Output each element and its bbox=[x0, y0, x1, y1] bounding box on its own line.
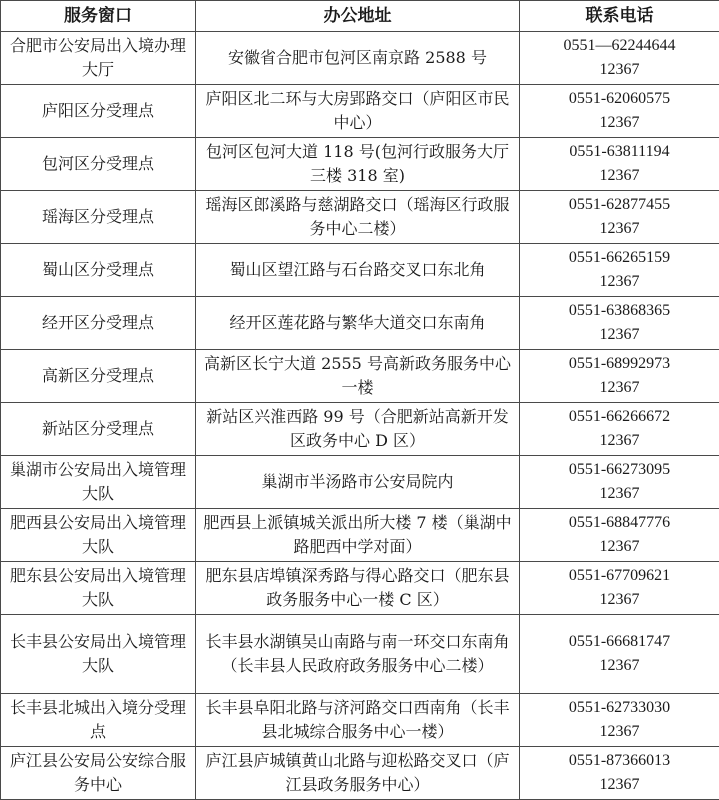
phone-number: 0551-68847776 bbox=[569, 514, 670, 531]
table-row bbox=[1, 138, 719, 191]
phone-number: 0551-66265159 bbox=[569, 249, 670, 266]
phone-cell bbox=[520, 138, 719, 191]
address-cell: 长丰县水湖镇吴山南路与南一环交口东南角（长丰县人民政府政务服务中心二楼） bbox=[196, 615, 520, 694]
phone-number: 0551-62733030 bbox=[569, 699, 670, 716]
phone-number: 0551-63811194 bbox=[569, 143, 669, 160]
table-row bbox=[1, 403, 719, 456]
address-cell: 肥东县店埠镇深秀路与得心路交口（肥东县政务服务中心一楼 C 区） bbox=[196, 562, 520, 615]
address-cell: 蜀山区望江路与石台路交叉口东北角 bbox=[196, 244, 520, 297]
hotline-number: 12367 bbox=[526, 720, 713, 744]
address-cell: 经开区莲花路与繁华大道交口东南角 bbox=[196, 297, 520, 350]
phone-number: 0551—62244644 bbox=[564, 37, 676, 54]
phone-cell bbox=[520, 350, 719, 403]
address-cell: 包河区包河大道 118 号(包河行政服务大厅三楼 318 室) bbox=[196, 138, 520, 191]
table-row bbox=[1, 562, 719, 615]
address-cell: 肥西县上派镇城关派出所大楼 7 楼（巢湖中路肥西中学对面） bbox=[196, 509, 520, 562]
service-window-cell: 瑶海区分受理点 bbox=[1, 191, 196, 244]
hotline-number: 12367 bbox=[526, 323, 713, 347]
hotline-number: 12367 bbox=[526, 111, 713, 135]
phone-cell bbox=[520, 747, 719, 800]
service-window-cell: 庐江县公安局公安综合服务中心 bbox=[1, 747, 196, 800]
table-row bbox=[1, 244, 719, 297]
phone-cell bbox=[520, 456, 719, 509]
address-cell: 新站区兴淮西路 99 号（合肥新站高新开发区政务中心 D 区） bbox=[196, 403, 520, 456]
phone-cell bbox=[520, 562, 719, 615]
hotline-number: 12367 bbox=[526, 535, 713, 559]
address-cell: 高新区长宁大道 2555 号高新政务服务中心一楼 bbox=[196, 350, 520, 403]
hotline-number: 12367 bbox=[526, 588, 713, 612]
phone-number: 0551-66266672 bbox=[569, 408, 670, 425]
service-window-cell: 长丰县公安局出入境管理大队 bbox=[1, 615, 196, 694]
address-cell: 瑶海区郎溪路与慈湖路交口（瑶海区行政服务中心二楼） bbox=[196, 191, 520, 244]
hotline-number: 12367 bbox=[526, 654, 713, 678]
table-row bbox=[1, 350, 719, 403]
address-cell: 长丰县阜阳北路与济河路交口西南角（长丰县北城综合服务中心一楼） bbox=[196, 694, 520, 747]
phone-cell bbox=[520, 244, 719, 297]
table-row bbox=[1, 85, 719, 138]
phone-cell bbox=[520, 32, 719, 85]
table-row bbox=[1, 32, 719, 85]
hotline-number: 12367 bbox=[526, 58, 713, 82]
phone-number: 0551-62877455 bbox=[569, 196, 670, 213]
table-row bbox=[1, 747, 719, 800]
table-row bbox=[1, 694, 719, 747]
header-contact-phone: 联系电话 bbox=[520, 1, 719, 32]
phone-cell bbox=[520, 615, 719, 694]
table-header-row bbox=[1, 1, 719, 32]
hotline-number: 12367 bbox=[526, 429, 713, 453]
table-row bbox=[1, 615, 719, 694]
address-cell: 巢湖市半汤路市公安局院内 bbox=[196, 456, 520, 509]
address-cell: 庐江县庐城镇黄山北路与迎松路交叉口（庐江县政务服务中心） bbox=[196, 747, 520, 800]
phone-cell bbox=[520, 694, 719, 747]
phone-cell bbox=[520, 509, 719, 562]
header-office-address: 办公地址 bbox=[196, 1, 520, 32]
phone-number: 0551-66681747 bbox=[569, 633, 670, 650]
hotline-number: 12367 bbox=[526, 376, 713, 400]
phone-number: 0551-67709621 bbox=[569, 567, 670, 584]
phone-number: 0551-87366013 bbox=[569, 752, 670, 769]
address-cell: 安徽省合肥市包河区南京路 2588 号 bbox=[196, 32, 520, 85]
header-service-window: 服务窗口 bbox=[1, 1, 196, 32]
address-cell: 庐阳区北二环与大房郢路交口（庐阳区市民中心） bbox=[196, 85, 520, 138]
service-window-cell: 新站区分受理点 bbox=[1, 403, 196, 456]
phone-number: 0551-68992973 bbox=[569, 355, 670, 372]
phone-number: 0551-63868365 bbox=[569, 302, 670, 319]
service-window-cell: 庐阳区分受理点 bbox=[1, 85, 196, 138]
hotline-number: 12367 bbox=[526, 482, 713, 506]
service-window-cell: 经开区分受理点 bbox=[1, 297, 196, 350]
service-window-cell: 巢湖市公安局出入境管理大队 bbox=[1, 456, 196, 509]
table-row bbox=[1, 191, 719, 244]
table-row bbox=[1, 456, 719, 509]
phone-number: 0551-66273095 bbox=[569, 461, 670, 478]
table-row bbox=[1, 509, 719, 562]
phone-cell bbox=[520, 191, 719, 244]
hotline-number: 12367 bbox=[526, 270, 713, 294]
hotline-number: 12367 bbox=[526, 164, 713, 188]
hotline-number: 12367 bbox=[526, 217, 713, 241]
service-window-cell: 肥东县公安局出入境管理大队 bbox=[1, 562, 196, 615]
service-window-cell: 长丰县北城出入境分受理点 bbox=[1, 694, 196, 747]
table-row bbox=[1, 297, 719, 350]
service-window-cell: 高新区分受理点 bbox=[1, 350, 196, 403]
service-window-cell: 肥西县公安局出入境管理大队 bbox=[1, 509, 196, 562]
service-window-cell: 蜀山区分受理点 bbox=[1, 244, 196, 297]
phone-cell bbox=[520, 403, 719, 456]
service-window-cell: 合肥市公安局出入境办理大厅 bbox=[1, 32, 196, 85]
phone-cell bbox=[520, 85, 719, 138]
service-window-cell: 包河区分受理点 bbox=[1, 138, 196, 191]
phone-number: 0551-62060575 bbox=[569, 90, 670, 107]
hotline-number: 12367 bbox=[526, 773, 713, 797]
phone-cell bbox=[520, 297, 719, 350]
